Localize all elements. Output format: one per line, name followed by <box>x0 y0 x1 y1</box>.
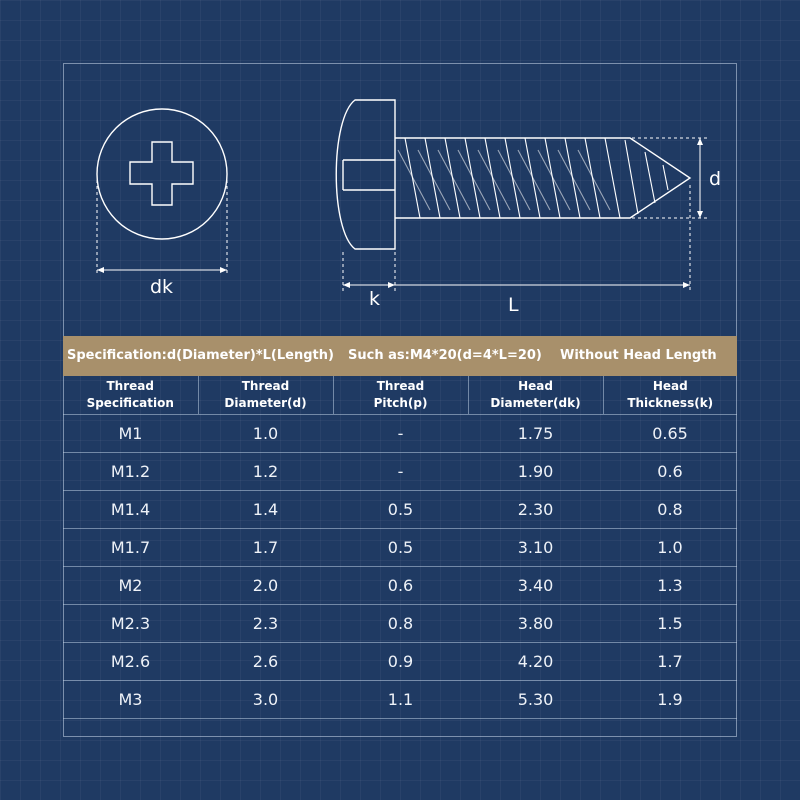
table-row <box>63 453 737 491</box>
table-cell: 0.9 <box>333 643 468 681</box>
table-cell: 2.6 <box>198 643 333 681</box>
table-cell: 2.30 <box>468 491 603 529</box>
table-cell: M1.2 <box>63 453 198 491</box>
table-cell: 1.4 <box>198 491 333 529</box>
table-row <box>63 415 737 453</box>
header-head-diameter: Head Diameter(dk) <box>468 376 603 415</box>
header-thread-diameter: Thread Diameter(d) <box>198 376 333 415</box>
table-cell: 1.90 <box>468 453 603 491</box>
header-thread-spec: Thread Specification <box>86 379 174 410</box>
header-head-thickness: Head Thickness(k) <box>603 376 737 415</box>
table-cell: - <box>333 415 468 453</box>
table-cell: 0.6 <box>333 567 468 605</box>
table-header-row <box>63 376 737 415</box>
head-top-view <box>97 109 227 239</box>
table-cell: - <box>333 453 468 491</box>
table-cell: 2.0 <box>198 567 333 605</box>
table-cell: M1 <box>63 415 198 453</box>
L-label: L <box>508 294 519 316</box>
table-cell: M1.7 <box>63 529 198 567</box>
table-cell: 3.10 <box>468 529 603 567</box>
d-label: d <box>709 168 722 190</box>
table-cell: 0.8 <box>333 605 468 643</box>
table-cell: 3.80 <box>468 605 603 643</box>
header-thread-pitch: Thread Pitch(p) <box>333 376 468 415</box>
table-cell: 1.0 <box>198 415 333 453</box>
table-cell: 1.75 <box>468 415 603 453</box>
table-cell: 1.9 <box>603 681 737 719</box>
banner-note: Without Head Length <box>560 348 717 363</box>
table-row <box>63 491 737 529</box>
table-cell: 0.65 <box>603 415 737 453</box>
table-cell: 1.3 <box>603 567 737 605</box>
phillips-cross <box>130 142 193 205</box>
table-row <box>63 681 737 719</box>
table-cell: M2.3 <box>63 605 198 643</box>
table-cell: 5.30 <box>468 681 603 719</box>
table-row <box>63 605 737 643</box>
table-cell: 1.7 <box>198 529 333 567</box>
table-cell: 0.8 <box>603 491 737 529</box>
table-cell: 1.7 <box>603 643 737 681</box>
head-side-view <box>336 100 395 249</box>
table-cell: 1.5 <box>603 605 737 643</box>
thread-lines <box>398 138 668 218</box>
table-row <box>63 643 737 681</box>
table-cell: 1.0 <box>603 529 737 567</box>
table-cell: M3 <box>63 681 198 719</box>
table-cell: 4.20 <box>468 643 603 681</box>
table-cell: 3.40 <box>468 567 603 605</box>
table-cell: 1.1 <box>333 681 468 719</box>
dk-label: dk <box>150 276 174 298</box>
table-cell: M2 <box>63 567 198 605</box>
banner-example: Such as:M4*20(d=4*L=20) <box>348 348 542 363</box>
table-cell: 0.5 <box>333 491 468 529</box>
table-row <box>63 567 737 605</box>
table-row <box>63 529 737 567</box>
table-cell: 2.3 <box>198 605 333 643</box>
spec-banner <box>63 336 737 376</box>
table-cell: 0.5 <box>333 529 468 567</box>
table-cell: 1.2 <box>198 453 333 491</box>
screw-shank <box>395 138 690 218</box>
table-cell: 0.6 <box>603 453 737 491</box>
table-cell: M1.4 <box>63 491 198 529</box>
table-cell: M2.6 <box>63 643 198 681</box>
banner-spec: Specification:d(Diameter)*L(Length) <box>67 348 334 363</box>
table-cell: 3.0 <box>198 681 333 719</box>
k-label: k <box>369 288 381 310</box>
spec-table <box>63 376 737 719</box>
